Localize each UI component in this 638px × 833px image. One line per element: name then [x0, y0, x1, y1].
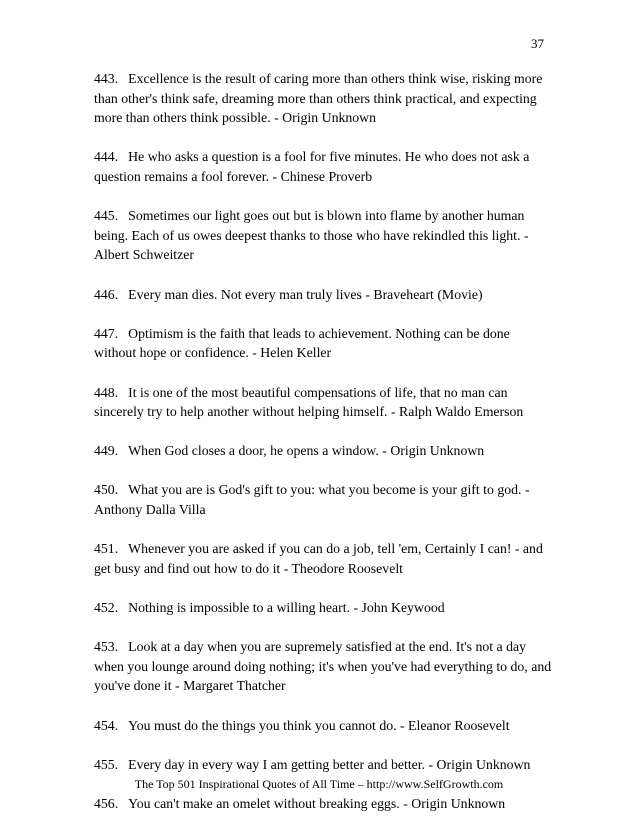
quote-item: [94, 539, 554, 578]
quote-number: 448.: [94, 384, 119, 400]
quote-text: Optimism is the faith that leads to achievement. Nothing can be done without hope or confidence. - Helen Keller: [94, 325, 510, 361]
quote-text: Whenever you are asked if you can do a job, tell 'em, Certainly I can! - and get busy and find out how to do it - Theodore Roosevelt: [94, 541, 543, 576]
quote-number: 444.: [94, 149, 119, 165]
quote-item: [94, 441, 554, 461]
quote-text: Every day in every way I am getting better and better. - Origin Unknown: [128, 756, 531, 772]
quote-number: 456.: [94, 795, 119, 811]
quote-number: 452.: [94, 600, 119, 616]
quote-number: 455.: [94, 756, 119, 772]
quote-number: 454.: [94, 717, 119, 733]
quote-item: [94, 285, 554, 305]
quote-item: [94, 794, 554, 814]
quote-number: 447.: [94, 325, 119, 341]
quote-number: 449.: [94, 443, 119, 459]
quote-number: 451.: [94, 541, 119, 557]
quote-number: 453.: [94, 639, 119, 655]
quote-text: What you are is God's gift to you: what you become is your gift to god. - Anthony Dalla Villa: [94, 482, 530, 518]
quote-item: [94, 383, 554, 422]
quote-text: It is one of the most beautiful compensations of life, that no man can sincerely try to help another without helping himself. - Ralph Waldo Emerson: [94, 384, 524, 420]
quote-text: Nothing is impossible to a willing heart. - John Keywood: [128, 600, 445, 616]
page-number: 37: [531, 36, 544, 51]
quote-text: He who asks a question is a fool for five minutes. He who does not ask a question remains a fool forever. - Chinese Proverb: [94, 149, 530, 184]
quote-number: 450.: [94, 482, 119, 498]
quote-item: [94, 755, 554, 775]
quote-number: 446.: [94, 286, 119, 302]
quote-number: 445.: [94, 208, 119, 224]
page-footer: The Top 501 Inspirational Quotes of All Time – http://www.SelfGrowth.com: [134, 777, 504, 791]
quote-item: [94, 637, 554, 696]
quote-text: Every man dies. Not every man truly lives - Braveheart (Movie): [128, 286, 483, 302]
quote-text: Excellence is the result of caring more than others think wise, risking more than other's think safe, dreaming more than others think practical, and expecting more than others think possible. - Origin Unknown: [94, 71, 543, 126]
quote-text: Look at a day when you are supremely satisfied at the end. It's not a day when you lounge around doing nothing; it's when you've had everything to do, and you've done it - Margaret Thatcher: [94, 639, 552, 694]
quote-item: [94, 716, 554, 736]
quote-text: Sometimes our light goes out but is blown into flame by another human being. Each of us owes deepest thanks to those who have rekindled this light. - Albert Schweitzer: [94, 208, 529, 263]
quote-item: [94, 206, 554, 265]
quote-number: 443.: [94, 71, 119, 86]
quote-item: [94, 598, 554, 618]
quote-item: [94, 147, 554, 186]
quote-item: [94, 69, 554, 128]
quote-item: [94, 324, 554, 363]
quote-list: [94, 69, 554, 833]
quote-item: [94, 480, 554, 519]
quote-text: You must do the things you think you cannot do. - Eleanor Roosevelt: [128, 717, 510, 733]
quote-text: You can't make an omelet without breaking eggs. - Origin Unknown: [128, 795, 506, 811]
quote-text: When God closes a door, he opens a window. - Origin Unknown: [128, 443, 485, 459]
